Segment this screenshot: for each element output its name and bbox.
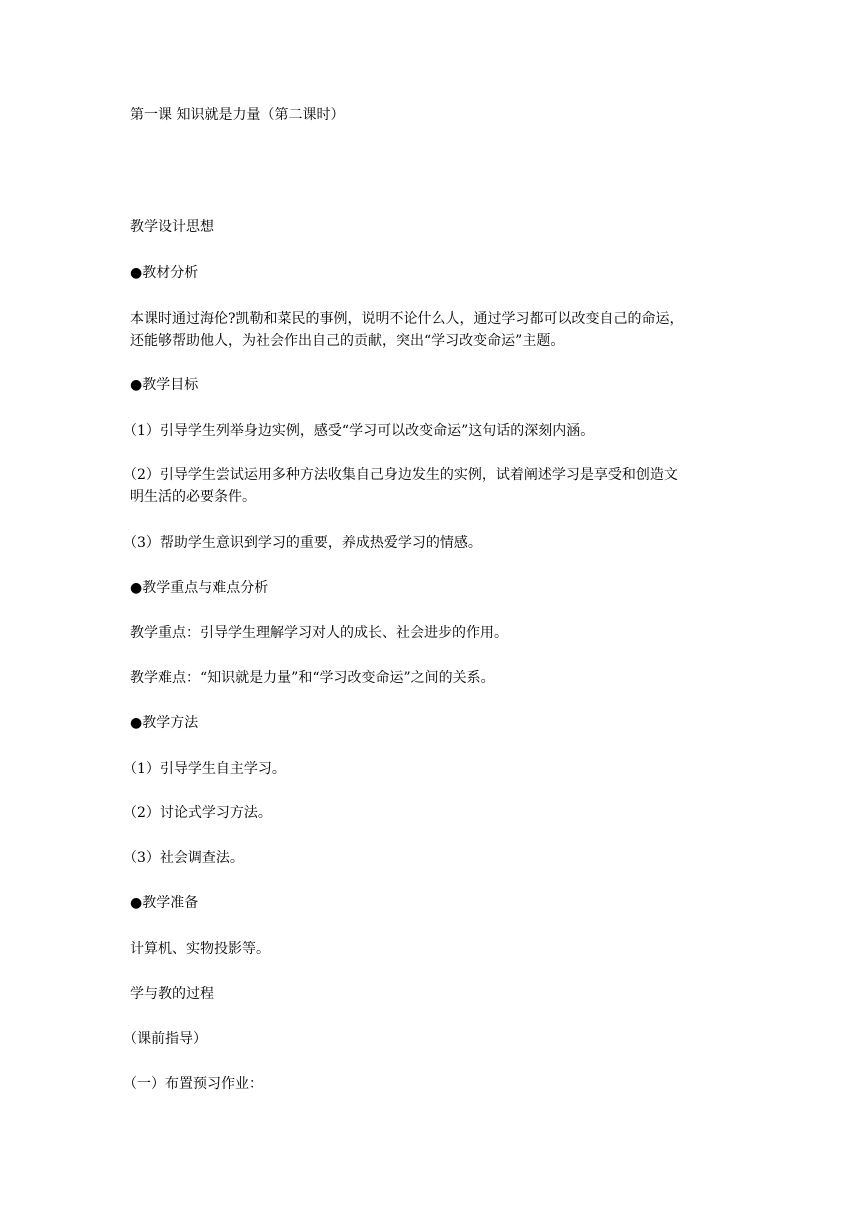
design-heading: 教学设计思想 <box>130 219 214 235</box>
key-point-text: 教学重点：引导学生理解学习对人的成长、社会进步的作用。 <box>130 625 508 641</box>
materials-paragraph-line-1: 本课时通过海伦?凯勒和菜民的事例，说明不论什么人，通过学习都可以改变自己的命运， <box>130 311 684 327</box>
materials-heading: ●教材分析 <box>130 265 199 281</box>
process-subheading: （课前指导） <box>123 1031 207 1047</box>
preparation-content: 计算机、实物投影等。 <box>130 941 270 957</box>
goals-item-2-line-2: 明生活的必要条件。 <box>130 489 256 505</box>
process-step-1: （一）布置预习作业： <box>123 1076 263 1092</box>
document-title: 第一课 知识就是力量（第二课时） <box>130 107 345 123</box>
preparation-heading: ●教学准备 <box>130 895 199 911</box>
methods-heading: ●教学方法 <box>130 715 199 731</box>
goals-item-3: （3）帮助学生意识到学习的重要，养成热爱学习的情感。 <box>123 535 482 551</box>
goals-item-1: （1）引导学生列举身边实例，感受“学习可以改变命运”这句话的深刻内涵。 <box>123 423 595 439</box>
methods-item-1: （1）引导学生自主学习。 <box>123 761 286 777</box>
goals-heading: ●教学目标 <box>130 377 199 393</box>
goals-item-2-line-1: （2）引导学生尝试运用多种方法收集自己身边发生的实例，试着阐述学习是享受和创造文 <box>123 467 678 483</box>
methods-item-2: （2）讨论式学习方法。 <box>123 805 272 821</box>
process-heading: 学与教的过程 <box>130 986 214 1002</box>
difficult-point-text: 教学难点：“知识就是力量”和“学习改变命运”之间的关系。 <box>130 670 495 686</box>
methods-item-3: （3）社会调查法。 <box>123 850 244 866</box>
materials-paragraph-line-2: 还能够帮助他人，为社会作出自己的贡献，突出“学习改变命运”主题。 <box>130 333 565 349</box>
key-points-heading: ●教学重点与难点分析 <box>130 580 269 596</box>
